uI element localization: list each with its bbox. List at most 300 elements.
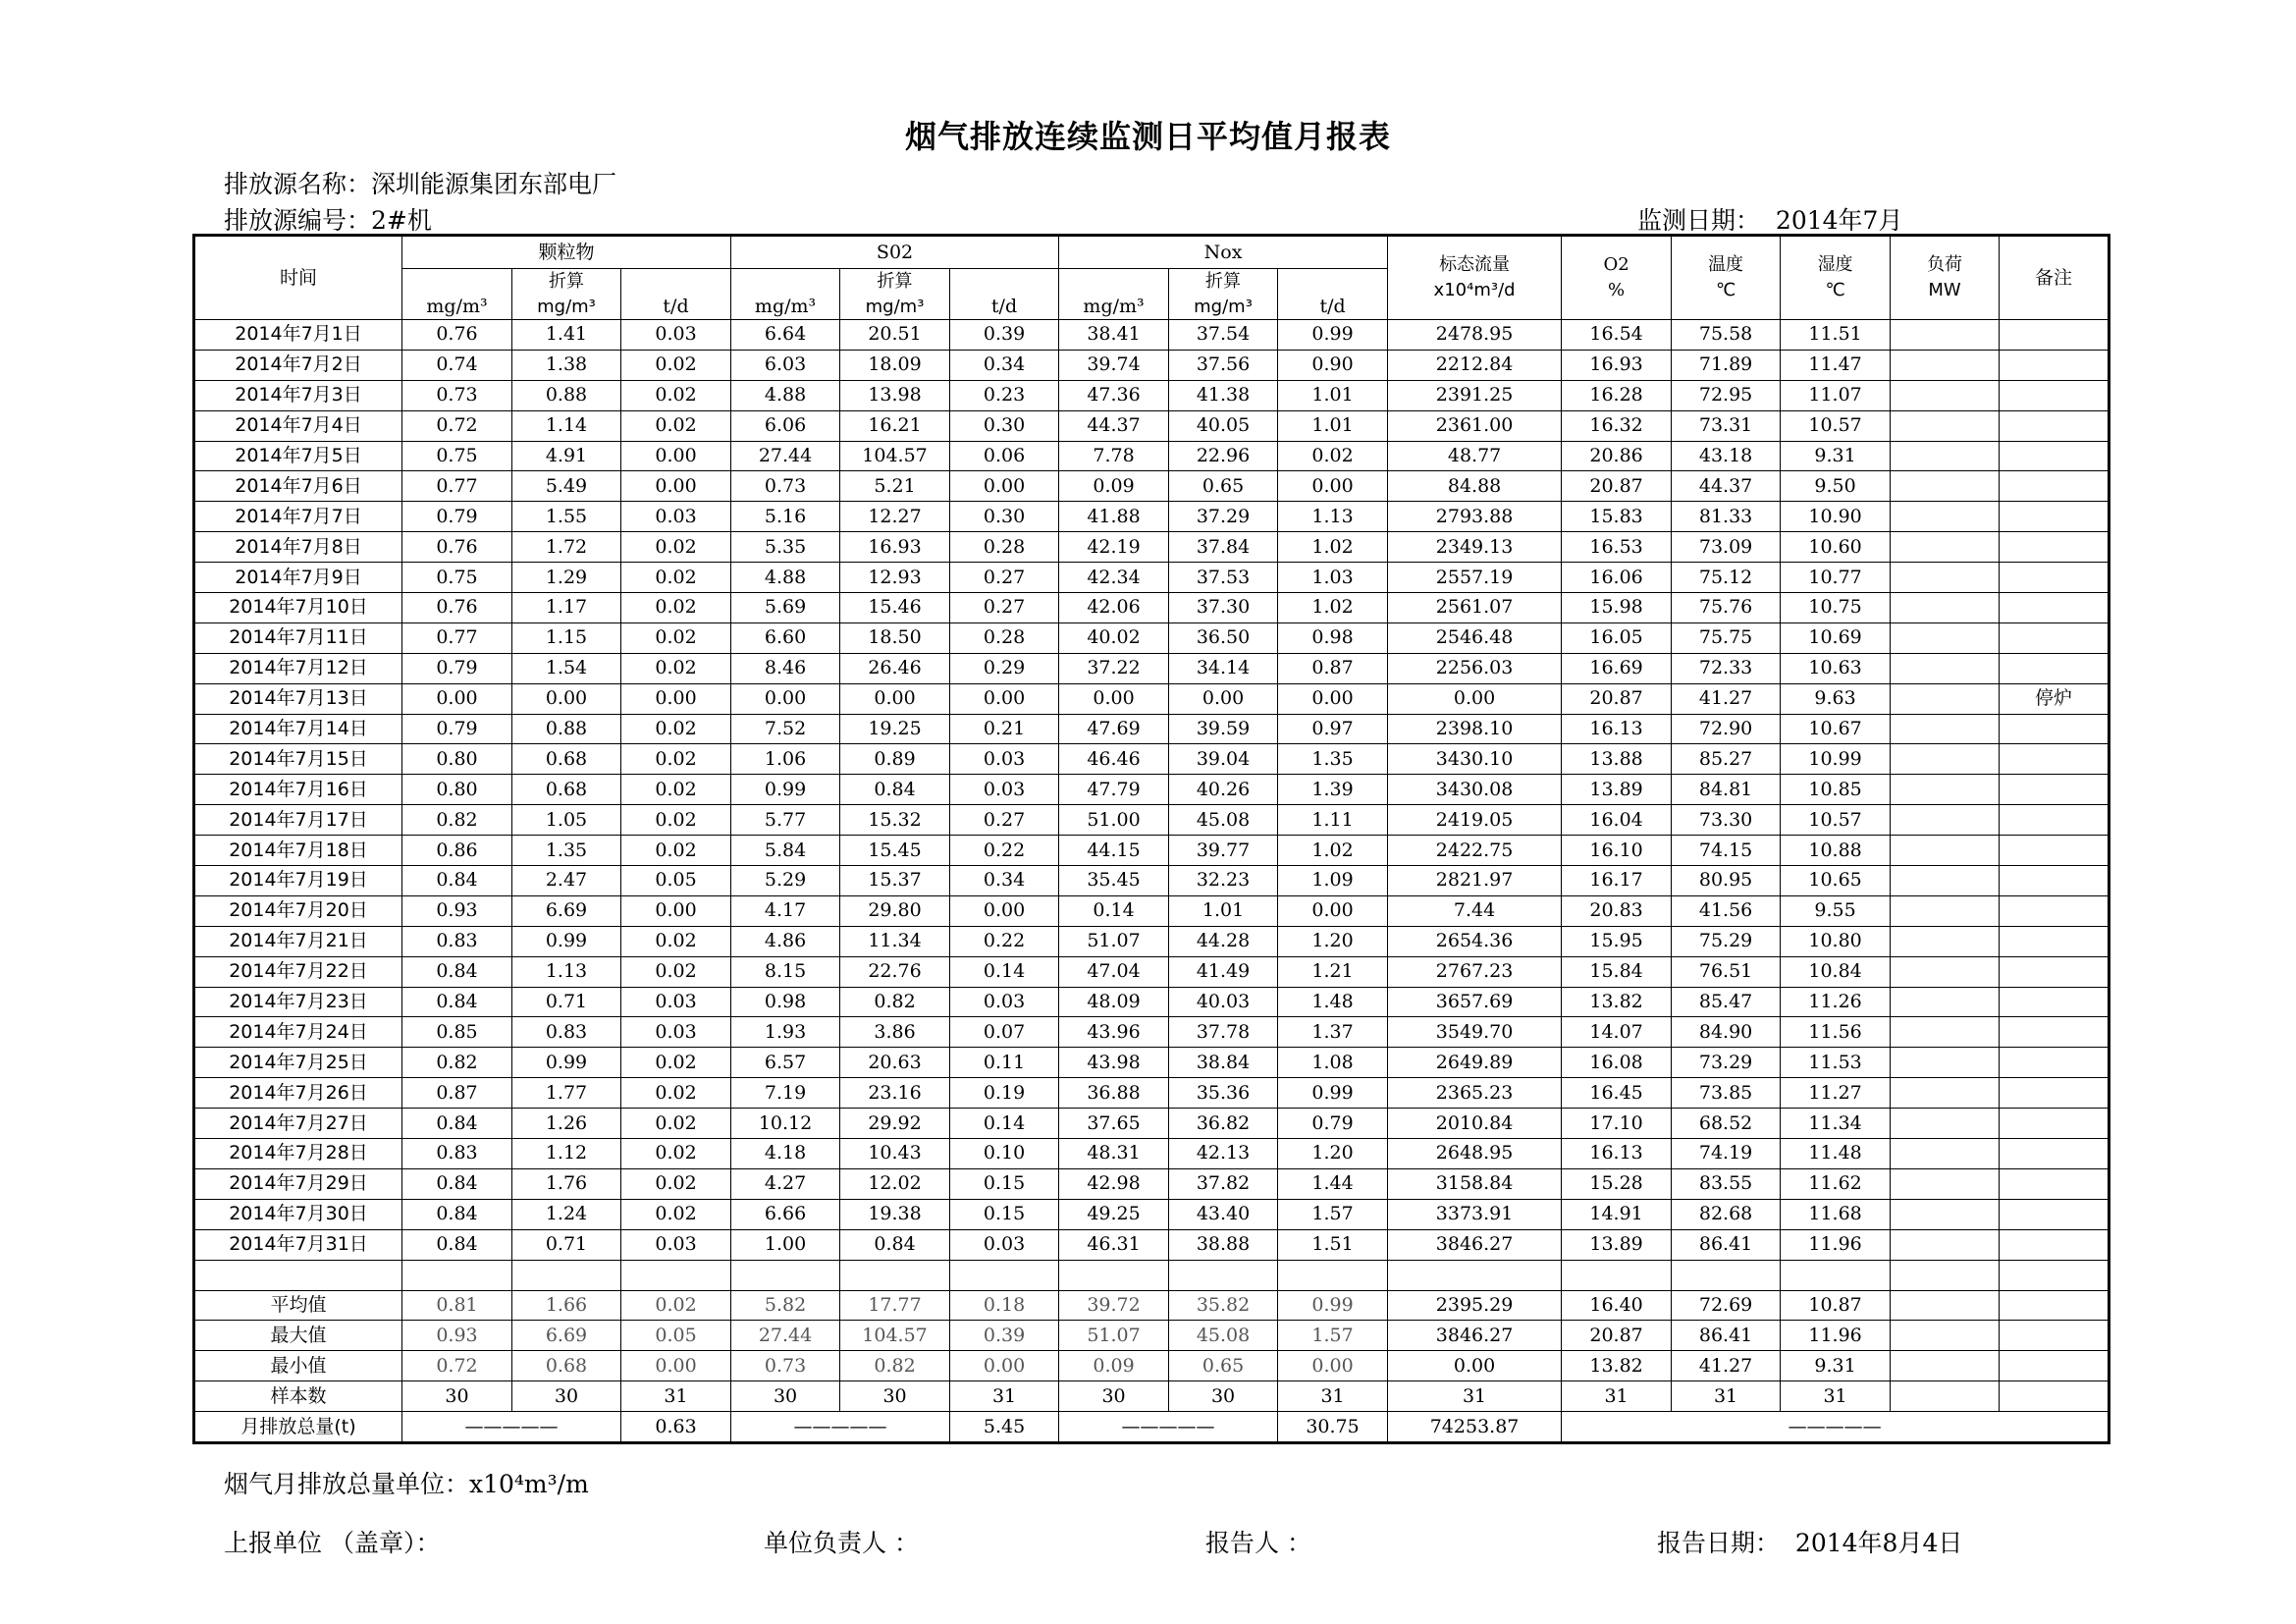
row-value: 10.75 [1781,593,1891,623]
report-date-label: 报告日期： [1657,1529,1781,1557]
row-value: 84.81 [1672,775,1781,805]
row-value [1891,1168,2000,1199]
row-value: 0.79 [1278,1109,1388,1139]
row-value: 43.40 [1169,1199,1278,1229]
row-value: 0.98 [731,987,840,1017]
row-value: 0.02 [621,775,731,805]
header-particulate: 颗粒物 [402,236,731,269]
row-value: 2557.19 [1388,563,1562,593]
row-value: 1.11 [1278,805,1388,836]
row-value: 1.55 [512,502,621,532]
row-value: 41.56 [1672,895,1781,926]
monthly-total-so2: 5.45 [950,1412,1059,1443]
row-value: 0.99 [1278,1078,1388,1109]
table-row [194,895,2109,926]
row-value: 37.84 [1169,532,1278,563]
row-value: 1.06 [731,744,840,775]
header-o2-unit: % [1608,280,1626,300]
row-value: 0.02 [621,744,731,775]
blank-cell [840,1260,950,1290]
summary-value: 30 [402,1381,512,1412]
row-value: 0.03 [621,987,731,1017]
table-row [194,1139,2109,1169]
row-value: 5.69 [731,593,840,623]
row-value: 11.51 [1781,320,1891,351]
row-value: 0.75 [402,563,512,593]
row-value: 1.37 [1278,1017,1388,1048]
row-remark [2000,836,2109,866]
row-value: 1.13 [1278,502,1388,532]
summary-value: 0.65 [1169,1351,1278,1381]
row-value: 7.44 [1388,895,1562,926]
table-row [194,1168,2109,1199]
summary-value: 27.44 [731,1321,840,1351]
summary-row [194,1321,2109,1351]
blank-cell [512,1260,621,1290]
row-value [1891,895,2000,926]
row-remark [2000,1109,2109,1139]
row-value: 75.12 [1672,563,1781,593]
row-remark [2000,623,2109,653]
row-value: 40.03 [1169,987,1278,1017]
row-value: 0.87 [1278,653,1388,683]
row-value: 1.02 [1278,593,1388,623]
row-value: 72.33 [1672,653,1781,683]
summary-value: 16.40 [1562,1290,1672,1321]
row-value: 47.04 [1059,956,1169,987]
row-value: 0.03 [950,744,1059,775]
row-value: 18.50 [840,623,950,653]
row-value: 0.09 [1059,471,1169,502]
row-value: 11.56 [1781,1017,1891,1048]
summary-value: 31 [1388,1381,1562,1412]
row-value: 0.10 [950,1139,1059,1169]
row-value: 0.03 [621,320,731,351]
row-value: 0.99 [512,926,621,956]
row-value: 1.00 [731,1229,840,1260]
row-value: 47.79 [1059,775,1169,805]
row-value: 14.91 [1562,1199,1672,1229]
row-value: 1.76 [512,1168,621,1199]
row-date: 2014年7月10日 [194,593,402,623]
row-value: 75.75 [1672,623,1781,653]
row-value: 37.30 [1169,593,1278,623]
row-remark [2000,1048,2109,1078]
summary-remark [2000,1290,2109,1321]
row-value: 5.77 [731,805,840,836]
row-value: 0.99 [512,1048,621,1078]
row-value: 0.02 [621,836,731,866]
row-value: 41.38 [1169,380,1278,410]
row-value: 104.57 [840,441,950,471]
row-value: 0.02 [621,1139,731,1169]
row-value: 0.29 [950,653,1059,683]
row-value: 0.76 [402,320,512,351]
row-value: 15.95 [1562,926,1672,956]
row-value: 0.79 [402,653,512,683]
row-value: 13.82 [1562,987,1672,1017]
summary-label: 样本数 [194,1381,402,1412]
summary-load [1891,1351,2000,1381]
row-value: 3.86 [840,1017,950,1048]
row-value: 43.98 [1059,1048,1169,1078]
row-value: 16.32 [1562,410,1672,441]
row-value: 6.03 [731,350,840,380]
row-value [1891,866,2000,896]
row-value: 0.82 [840,987,950,1017]
row-value: 0.00 [840,683,950,714]
row-remark [2000,805,2109,836]
row-value: 0.02 [621,350,731,380]
row-value: 0.90 [1278,350,1388,380]
row-value: 0.76 [402,593,512,623]
row-value: 2561.07 [1388,593,1562,623]
row-value: 0.74 [402,350,512,380]
row-value: 51.00 [1059,805,1169,836]
row-value: 85.27 [1672,744,1781,775]
row-value [1891,1048,2000,1078]
header-so2: S02 [731,236,1059,269]
row-value: 0.84 [840,1229,950,1260]
header-humidity [1781,236,1891,320]
row-value: 0.73 [402,380,512,410]
row-value: 76.51 [1672,956,1781,987]
row-value: 0.27 [950,805,1059,836]
row-value: 0.34 [950,350,1059,380]
row-date: 2014年7月28日 [194,1139,402,1169]
row-value: 15.28 [1562,1168,1672,1199]
row-value: 1.54 [512,653,621,683]
row-remark [2000,1229,2109,1260]
row-value: 0.00 [950,895,1059,926]
row-value: 35.36 [1169,1078,1278,1109]
row-value: 3373.91 [1388,1199,1562,1229]
table-row [194,441,2109,471]
row-value: 12.93 [840,563,950,593]
table-row [194,532,2109,563]
monthly-total-flow: 74253.87 [1388,1412,1562,1443]
blank-cell [1891,1260,2000,1290]
row-value: 42.34 [1059,563,1169,593]
row-value: 39.59 [1169,714,1278,744]
table-row [194,471,2109,502]
row-date: 2014年7月7日 [194,502,402,532]
header-o2-label: O2 [1603,254,1629,275]
row-value: 0.02 [621,593,731,623]
row-value: 1.01 [1278,410,1388,441]
table-row [194,836,2109,866]
summary-value: 30 [512,1381,621,1412]
row-value: 44.37 [1059,410,1169,441]
row-value: 84.90 [1672,1017,1781,1048]
summary-value: 30 [731,1381,840,1412]
summary-value: 0.81 [402,1290,512,1321]
row-remark [2000,1017,2109,1048]
row-value: 0.02 [1278,441,1388,471]
row-value: 16.54 [1562,320,1672,351]
row-value: 0.73 [731,471,840,502]
row-value: 10.84 [1781,956,1891,987]
row-value: 48.77 [1388,441,1562,471]
row-value: 1.35 [512,836,621,866]
monitor-date-value: 2014年7月 [1775,206,1903,235]
row-value: 0.00 [950,471,1059,502]
row-remark [2000,1199,2109,1229]
summary-value: 0.00 [950,1351,1059,1381]
header-row-1 [194,236,2109,269]
monthly-total-dash: ————— [731,1412,950,1443]
row-remark: 停炉 [2000,683,2109,714]
row-value [1891,956,2000,987]
row-value: 9.31 [1781,441,1891,471]
summary-value: 17.77 [840,1290,950,1321]
summary-value: 45.08 [1169,1321,1278,1351]
summary-row [194,1351,2109,1381]
row-value: 6.66 [731,1199,840,1229]
row-value [1891,926,2000,956]
row-value [1891,1017,2000,1048]
row-value: 2398.10 [1388,714,1562,744]
source-no-value: 2#机 [371,206,432,235]
row-value: 2654.36 [1388,926,1562,956]
row-value [1891,410,2000,441]
blank-cell [731,1260,840,1290]
blank-cell [1278,1260,1388,1290]
row-value: 0.03 [950,1229,1059,1260]
row-date: 2014年7月31日 [194,1229,402,1260]
row-value: 3158.84 [1388,1168,1562,1199]
row-value: 72.95 [1672,380,1781,410]
summary-value: 0.00 [1278,1351,1388,1381]
row-value: 0.02 [621,714,731,744]
row-value: 0.79 [402,714,512,744]
row-value: 75.76 [1672,593,1781,623]
row-date: 2014年7月12日 [194,653,402,683]
row-value: 38.84 [1169,1048,1278,1078]
row-value: 1.01 [1278,380,1388,410]
row-value: 37.56 [1169,350,1278,380]
row-value [1891,441,2000,471]
row-value: 48.31 [1059,1139,1169,1169]
row-value: 20.87 [1562,683,1672,714]
row-value: 9.63 [1781,683,1891,714]
header-time: 时间 [194,236,402,320]
row-value: 4.91 [512,441,621,471]
row-date: 2014年7月17日 [194,805,402,836]
row-value: 1.17 [512,593,621,623]
row-remark [2000,895,2109,926]
row-value: 0.85 [402,1017,512,1048]
row-value: 0.22 [950,836,1059,866]
summary-value: 6.69 [512,1321,621,1351]
row-value: 1.39 [1278,775,1388,805]
summary-value: 39.72 [1059,1290,1169,1321]
table-row [194,320,2109,351]
row-value: 15.37 [840,866,950,896]
row-value: 0.82 [402,1048,512,1078]
row-value: 35.45 [1059,866,1169,896]
row-value: 1.24 [512,1199,621,1229]
blank-cell [1562,1260,1672,1290]
row-value: 29.92 [840,1109,950,1139]
row-value: 0.02 [621,1109,731,1139]
row-value: 0.00 [1278,471,1388,502]
summary-value: 30 [1169,1381,1278,1412]
row-date: 2014年7月1日 [194,320,402,351]
row-value: 0.00 [731,683,840,714]
row-value: 0.84 [840,775,950,805]
row-value: 0.05 [621,866,731,896]
row-value: 10.57 [1781,410,1891,441]
row-value [1891,563,2000,593]
row-value: 44.37 [1672,471,1781,502]
row-value: 1.44 [1278,1168,1388,1199]
row-remark [2000,380,2109,410]
row-value: 73.31 [1672,410,1781,441]
row-value: 20.63 [840,1048,950,1078]
row-value: 0.80 [402,775,512,805]
row-value: 1.13 [512,956,621,987]
summary-label: 最大值 [194,1321,402,1351]
row-value: 0.00 [621,895,731,926]
row-value: 2391.25 [1388,380,1562,410]
row-value [1891,987,2000,1017]
summary-value: 3846.27 [1388,1321,1562,1351]
row-value: 47.36 [1059,380,1169,410]
row-value: 0.71 [512,1229,621,1260]
blank-cell [1388,1260,1562,1290]
row-remark [2000,987,2109,1017]
row-value: 22.76 [840,956,950,987]
row-date: 2014年7月27日 [194,1109,402,1139]
header-flow-label: 标态流量 [1439,254,1511,275]
row-value: 12.02 [840,1168,950,1199]
row-value: 10.63 [1781,653,1891,683]
summary-value: 31 [621,1381,731,1412]
row-value: 36.88 [1059,1078,1169,1109]
reporting-unit: 上报单位 （盖章）： [224,1529,441,1557]
header-temp [1672,236,1781,320]
row-remark [2000,410,2109,441]
row-value: 3430.08 [1388,775,1562,805]
header-nox-td: t/d [1278,269,1388,320]
row-remark [2000,1078,2109,1109]
row-value [1891,1229,2000,1260]
row-value: 0.89 [840,744,950,775]
summary-value: 31 [1562,1381,1672,1412]
row-value: 0.65 [1169,471,1278,502]
row-value: 20.83 [1562,895,1672,926]
row-value: 0.02 [621,1168,731,1199]
header-particulate-mgm3: mg/m³ [402,269,512,320]
row-value: 73.30 [1672,805,1781,836]
row-remark [2000,471,2109,502]
row-value: 15.84 [1562,956,1672,987]
row-value: 0.97 [1278,714,1388,744]
row-value: 16.93 [1562,350,1672,380]
row-value [1891,653,2000,683]
summary-label: 平均值 [194,1290,402,1321]
row-value: 0.14 [950,956,1059,987]
row-value: 0.00 [621,683,731,714]
row-value: 1.15 [512,623,621,653]
row-value: 3549.70 [1388,1017,1562,1048]
row-value: 4.88 [731,380,840,410]
row-remark [2000,866,2109,896]
summary-value: 20.87 [1562,1321,1672,1351]
row-value: 84.88 [1388,471,1562,502]
row-value: 4.88 [731,563,840,593]
table-row [194,926,2109,956]
row-value: 16.53 [1562,532,1672,563]
row-value: 10.60 [1781,532,1891,563]
row-value: 37.22 [1059,653,1169,683]
summary-value: 31 [1278,1381,1388,1412]
summary-load [1891,1290,2000,1321]
row-value: 72.90 [1672,714,1781,744]
row-value: 7.52 [731,714,840,744]
row-value: 0.68 [512,744,621,775]
header-nox: Nox [1059,236,1388,269]
row-value: 0.84 [402,1168,512,1199]
header-particulate-converted [512,269,621,320]
row-value: 10.57 [1781,805,1891,836]
source-name-value: 深圳能源集团东部电厂 [371,170,617,198]
table-row [194,1109,2109,1139]
summary-remark [2000,1381,2109,1412]
table-row [194,623,2109,653]
row-value: 11.68 [1781,1199,1891,1229]
monthly-total-row [194,1412,2109,1443]
row-value: 43.18 [1672,441,1781,471]
row-value: 0.02 [621,1078,731,1109]
summary-value: 86.41 [1672,1321,1781,1351]
row-value: 0.02 [621,563,731,593]
row-value: 0.03 [621,1229,731,1260]
row-value: 0.00 [512,683,621,714]
row-value: 1.41 [512,320,621,351]
row-remark [2000,1168,2109,1199]
row-value: 0.77 [402,471,512,502]
header-nox-converted-unit: mg/m³ [1194,296,1253,317]
summary-value: 31 [1781,1381,1891,1412]
row-value: 2361.00 [1388,410,1562,441]
row-value: 0.22 [950,926,1059,956]
row-value: 1.35 [1278,744,1388,775]
row-remark [2000,320,2109,351]
row-value: 10.90 [1781,502,1891,532]
summary-value: 35.82 [1169,1290,1278,1321]
row-value [1891,836,2000,866]
row-value: 0.00 [950,683,1059,714]
row-value: 0.06 [950,441,1059,471]
row-value: 0.28 [950,532,1059,563]
row-value: 46.46 [1059,744,1169,775]
summary-remark [2000,1321,2109,1351]
row-value: 2767.23 [1388,956,1562,987]
header-humidity-unit: ℃ [1825,280,1845,300]
row-value [1891,683,2000,714]
row-value: 2821.97 [1388,866,1562,896]
row-value: 14.07 [1562,1017,1672,1048]
row-value: 1.20 [1278,926,1388,956]
row-value: 4.27 [731,1168,840,1199]
row-value: 32.23 [1169,866,1278,896]
row-value: 0.02 [621,805,731,836]
row-value: 10.88 [1781,836,1891,866]
row-value: 5.49 [512,471,621,502]
row-value: 1.09 [1278,866,1388,896]
